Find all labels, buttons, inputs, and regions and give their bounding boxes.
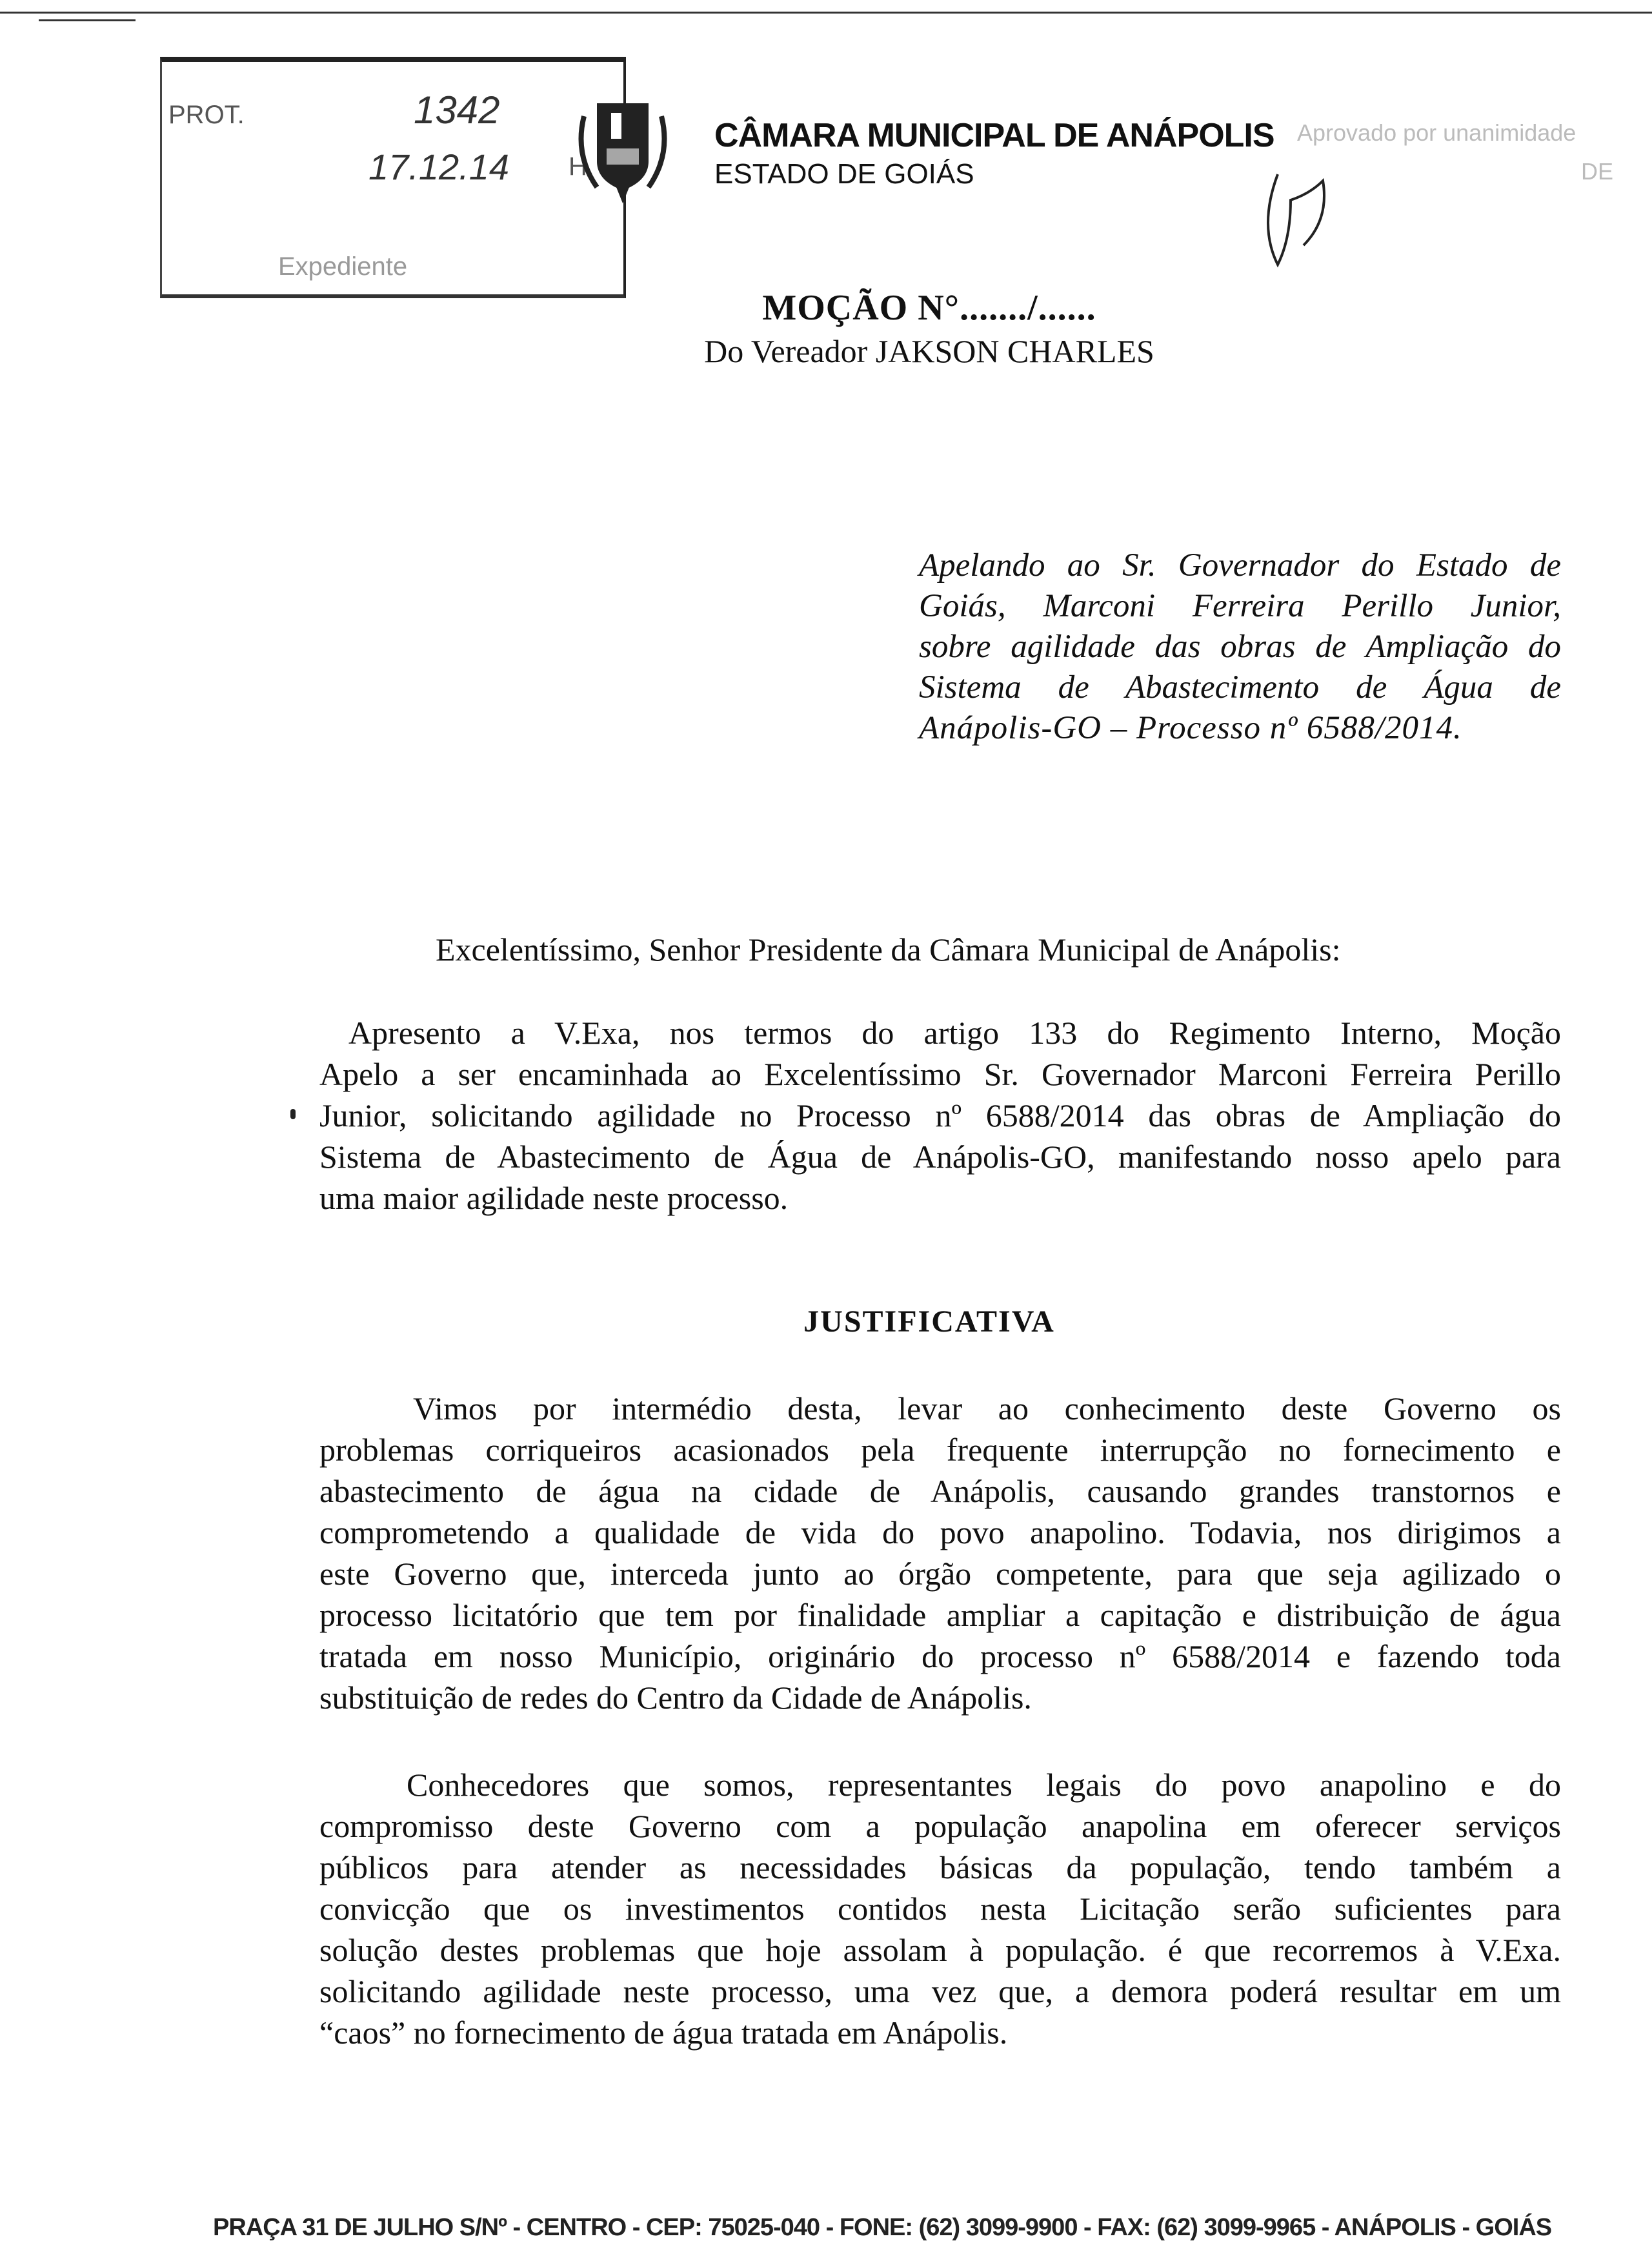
scan-border-line — [39, 19, 136, 21]
paragraph-line: problemas corriqueiros acasionados pela frequente interrupção no fornecimento e — [319, 1432, 1561, 1468]
motion-summary — [919, 545, 1561, 749]
paragraph-line: solicitando agilidade neste processo, uma vez que, a demora poderá resultar em um — [319, 1973, 1561, 2009]
paragraph-line: processo licitatório que tem por finalidade ampliar a capitação e distribuição de água — [319, 1597, 1561, 1633]
paragraph-line: substituição de redes do Centro da Cidade de Anápolis. — [319, 1679, 1032, 1716]
paragraph-line: abastecimento de água na cidade de Anápolis, causando grandes transtornos e — [319, 1473, 1561, 1509]
institution-state: ESTADO DE GOIÁS — [714, 158, 974, 190]
signature-icon — [1258, 148, 1400, 290]
paragraph-line: Conhecedores que somos, representantes legais do povo anapolino e do — [407, 1767, 1561, 1803]
summary-line: Apelando ao Sr. Governador do Estado de — [919, 547, 1561, 584]
paragraph-line: Sistema de Abastecimento de Água de Anápolis-GO, manifestando nosso apelo para — [319, 1139, 1561, 1175]
scan-border-line — [0, 12, 1652, 14]
paragraph-line: Junior, solicitando agilidade no Processo nº 6588/2014 das obras de Ampliação do — [319, 1097, 1561, 1133]
paragraph-line: Apelo a ser encaminhada ao Excelentíssimo Sr. Governador Marconi Ferreira Perillo — [319, 1056, 1561, 1092]
municipal-crest-icon — [571, 77, 674, 207]
paragraph-line: uma maior agilidade neste processo. — [319, 1180, 789, 1216]
paragraph-line: comprometendo a qualidade de vida do povo anapolino. Todavia, nos dirigimos a — [319, 1514, 1561, 1550]
paragraph-line: este Governo que, interceda junto ao órgão competente, para que seja agilizado o — [319, 1556, 1561, 1592]
institution-title: CÂMARA MUNICIPAL DE ANÁPOLIS — [714, 117, 1274, 154]
summary-line: Sistema de Abastecimento de Água de — [919, 669, 1561, 705]
footer-address: PRAÇA 31 DE JULHO S/Nº - CENTRO - CEP: 75025-040 - FONE: (62) 3099-9900 - FAX: (62) 3099-9965 - ANÁPOLIS - GOIÁS — [213, 2214, 1552, 2241]
paragraph-line: solução destes problemas que hoje assolam à população. é que recorremos à V.Exa. — [319, 1932, 1561, 1968]
paragraph-justification-1 — [319, 1388, 1561, 1718]
paragraph-line: públicos para atender as necessidades básicas da população, tendo também a — [319, 1849, 1561, 1885]
paragraph-line: convicção que os investimentos contidos nesta Licitação serão suficientes para — [319, 1891, 1561, 1927]
scan-mark — [290, 1109, 296, 1119]
stamp-initials: H — [569, 152, 587, 181]
protocol-stamp — [160, 57, 626, 298]
paragraph-justification-2 — [319, 1764, 1561, 2053]
paragraph-line: Vimos por intermédio desta, levar ao conhecimento deste Governo os — [413, 1390, 1561, 1426]
motion-title: MOÇÃO N°......./...... — [762, 288, 1096, 328]
paragraph-line: “caos” no fornecimento de água tratada em Anápolis. — [319, 2014, 1008, 2051]
stamp-footer: Expediente — [278, 252, 408, 281]
paragraph-line: tratada em nosso Município, originário do processo nº 6588/2014 e fazendo toda — [319, 1638, 1561, 1674]
approval-stamp-text-2: DE — [1581, 158, 1614, 185]
stamp-number: 1342 — [414, 88, 500, 132]
motion-author: Do Vereador JAKSON CHARLES — [704, 333, 1154, 369]
stamp-date: 17.12.14 — [368, 147, 509, 187]
paragraph-request-body — [319, 1012, 1561, 1219]
salutation: Excelentíssimo, Senhor Presidente da Câmara Municipal de Anápolis: — [436, 931, 1341, 968]
stamp-label: PROT. — [168, 101, 245, 129]
summary-line: Anápolis-GO – Processo nº 6588/2014. — [919, 710, 1462, 746]
summary-line: Goiás, Marconi Ferreira Perillo Junior, — [919, 588, 1561, 624]
justification-heading: JUSTIFICATIVA — [803, 1304, 1055, 1339]
approval-stamp-text: Aprovado por unanimidade — [1297, 119, 1576, 146]
paragraph-line: Apresento a V.Exa, nos termos do artigo 133 do Regimento Interno, Moção — [348, 1015, 1561, 1051]
paragraph-line: compromisso deste Governo com a população anapolina em oferecer serviços — [319, 1808, 1561, 1844]
summary-line: sobre agilidade das obras de Ampliação do — [919, 629, 1561, 665]
